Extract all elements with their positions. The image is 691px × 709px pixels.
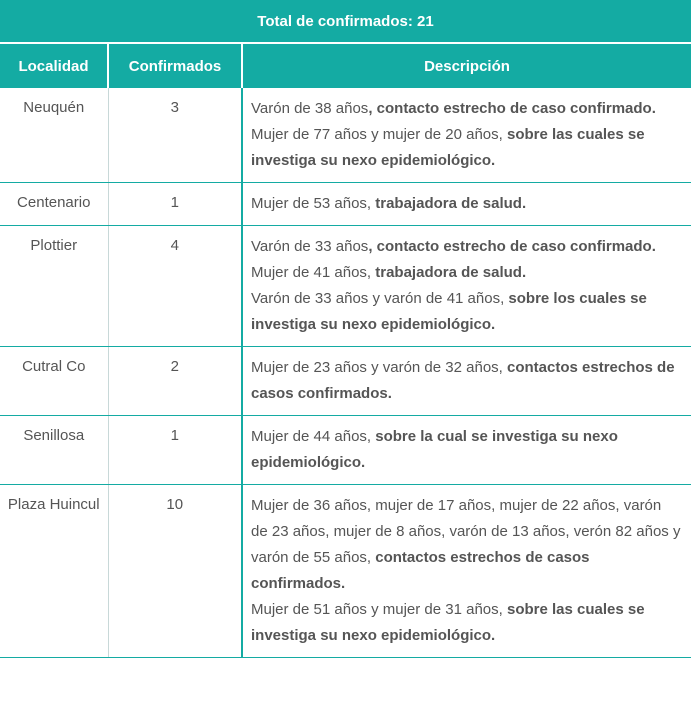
confirmed-count-cell: 4 xyxy=(108,226,242,347)
description-cell xyxy=(242,88,691,183)
description-text: Mujer de 51 años y mujer de 31 años, xyxy=(251,601,507,618)
confirmed-count-cell: 1 xyxy=(108,183,242,226)
description-cell xyxy=(242,485,691,658)
description-emphasis: sobre los cuales se investiga su nexo epidemiológico. xyxy=(251,290,647,333)
description-line xyxy=(251,493,681,597)
table-row xyxy=(0,226,691,347)
description-line xyxy=(251,96,681,122)
locality-cell: Neuquén xyxy=(0,88,108,183)
description-text: Mujer de 23 años y varón de 32 años, xyxy=(251,359,507,376)
description-text: Varón de 38 años xyxy=(251,100,369,117)
confirmed-count-cell: 3 xyxy=(108,88,242,183)
description-cell xyxy=(242,416,691,485)
table-row xyxy=(0,485,691,658)
locality-cell: Cutral Co xyxy=(0,347,108,416)
description-emphasis: sobre las cuales se investiga su nexo epidemiológico. xyxy=(251,601,645,644)
confirmed-count-cell: 10 xyxy=(108,485,242,658)
cases-table xyxy=(0,44,691,658)
table-header-row xyxy=(0,44,691,88)
description-line xyxy=(251,122,681,174)
description-emphasis: , contacto estrecho de caso confirmado. xyxy=(368,100,656,117)
confirmed-count-cell: 1 xyxy=(108,416,242,485)
header-locality: Localidad xyxy=(0,44,108,88)
total-confirmed-banner: Total de confirmados: 21 xyxy=(0,0,691,44)
table-row xyxy=(0,183,691,226)
locality-cell: Senillosa xyxy=(0,416,108,485)
table-body xyxy=(0,88,691,658)
description-line xyxy=(251,424,681,476)
description-text: Mujer de 36 años, mujer de 17 años, mujer de 22 años, varón de 23 años, mujer de 8 años, varón de 13 años, verón 82 años y varón de 55 años, xyxy=(251,497,681,566)
locality-cell: Plottier xyxy=(0,226,108,347)
description-emphasis: , contacto estrecho de caso confirmado. xyxy=(368,238,656,255)
table-row xyxy=(0,347,691,416)
confirmed-count-cell: 2 xyxy=(108,347,242,416)
description-emphasis: trabajadora de salud. xyxy=(375,195,527,212)
description-text: Varón de 33 años xyxy=(251,238,369,255)
description-text: Mujer de 44 años, xyxy=(251,428,376,445)
header-confirmed: Confirmados xyxy=(108,44,242,88)
description-text: Varón de 33 años y varón de 41 años, xyxy=(251,290,509,307)
description-line xyxy=(251,260,681,286)
description-line xyxy=(251,286,681,338)
locality-cell: Plaza Huincul xyxy=(0,485,108,658)
description-cell xyxy=(242,226,691,347)
description-text: Mujer de 53 años, xyxy=(251,195,376,212)
description-emphasis: contactos estrechos de casos confirmados. xyxy=(251,359,675,402)
description-text: Mujer de 77 años y mujer de 20 años, xyxy=(251,126,507,143)
description-cell xyxy=(242,183,691,226)
table-row xyxy=(0,416,691,485)
description-emphasis: trabajadora de salud. xyxy=(375,264,527,281)
description-line xyxy=(251,191,681,217)
description-text: Mujer de 41 años, xyxy=(251,264,376,281)
table-row xyxy=(0,88,691,183)
description-line xyxy=(251,597,681,649)
description-emphasis: contactos estrechos de casos confirmados. xyxy=(251,549,590,592)
description-line xyxy=(251,234,681,260)
description-cell xyxy=(242,347,691,416)
header-description: Descripción xyxy=(242,44,691,88)
locality-cell: Centenario xyxy=(0,183,108,226)
description-emphasis: sobre las cuales se investiga su nexo epidemiológico. xyxy=(251,126,645,169)
description-line xyxy=(251,355,681,407)
description-emphasis: sobre la cual se investiga su nexo epidemiológico. xyxy=(251,428,618,471)
